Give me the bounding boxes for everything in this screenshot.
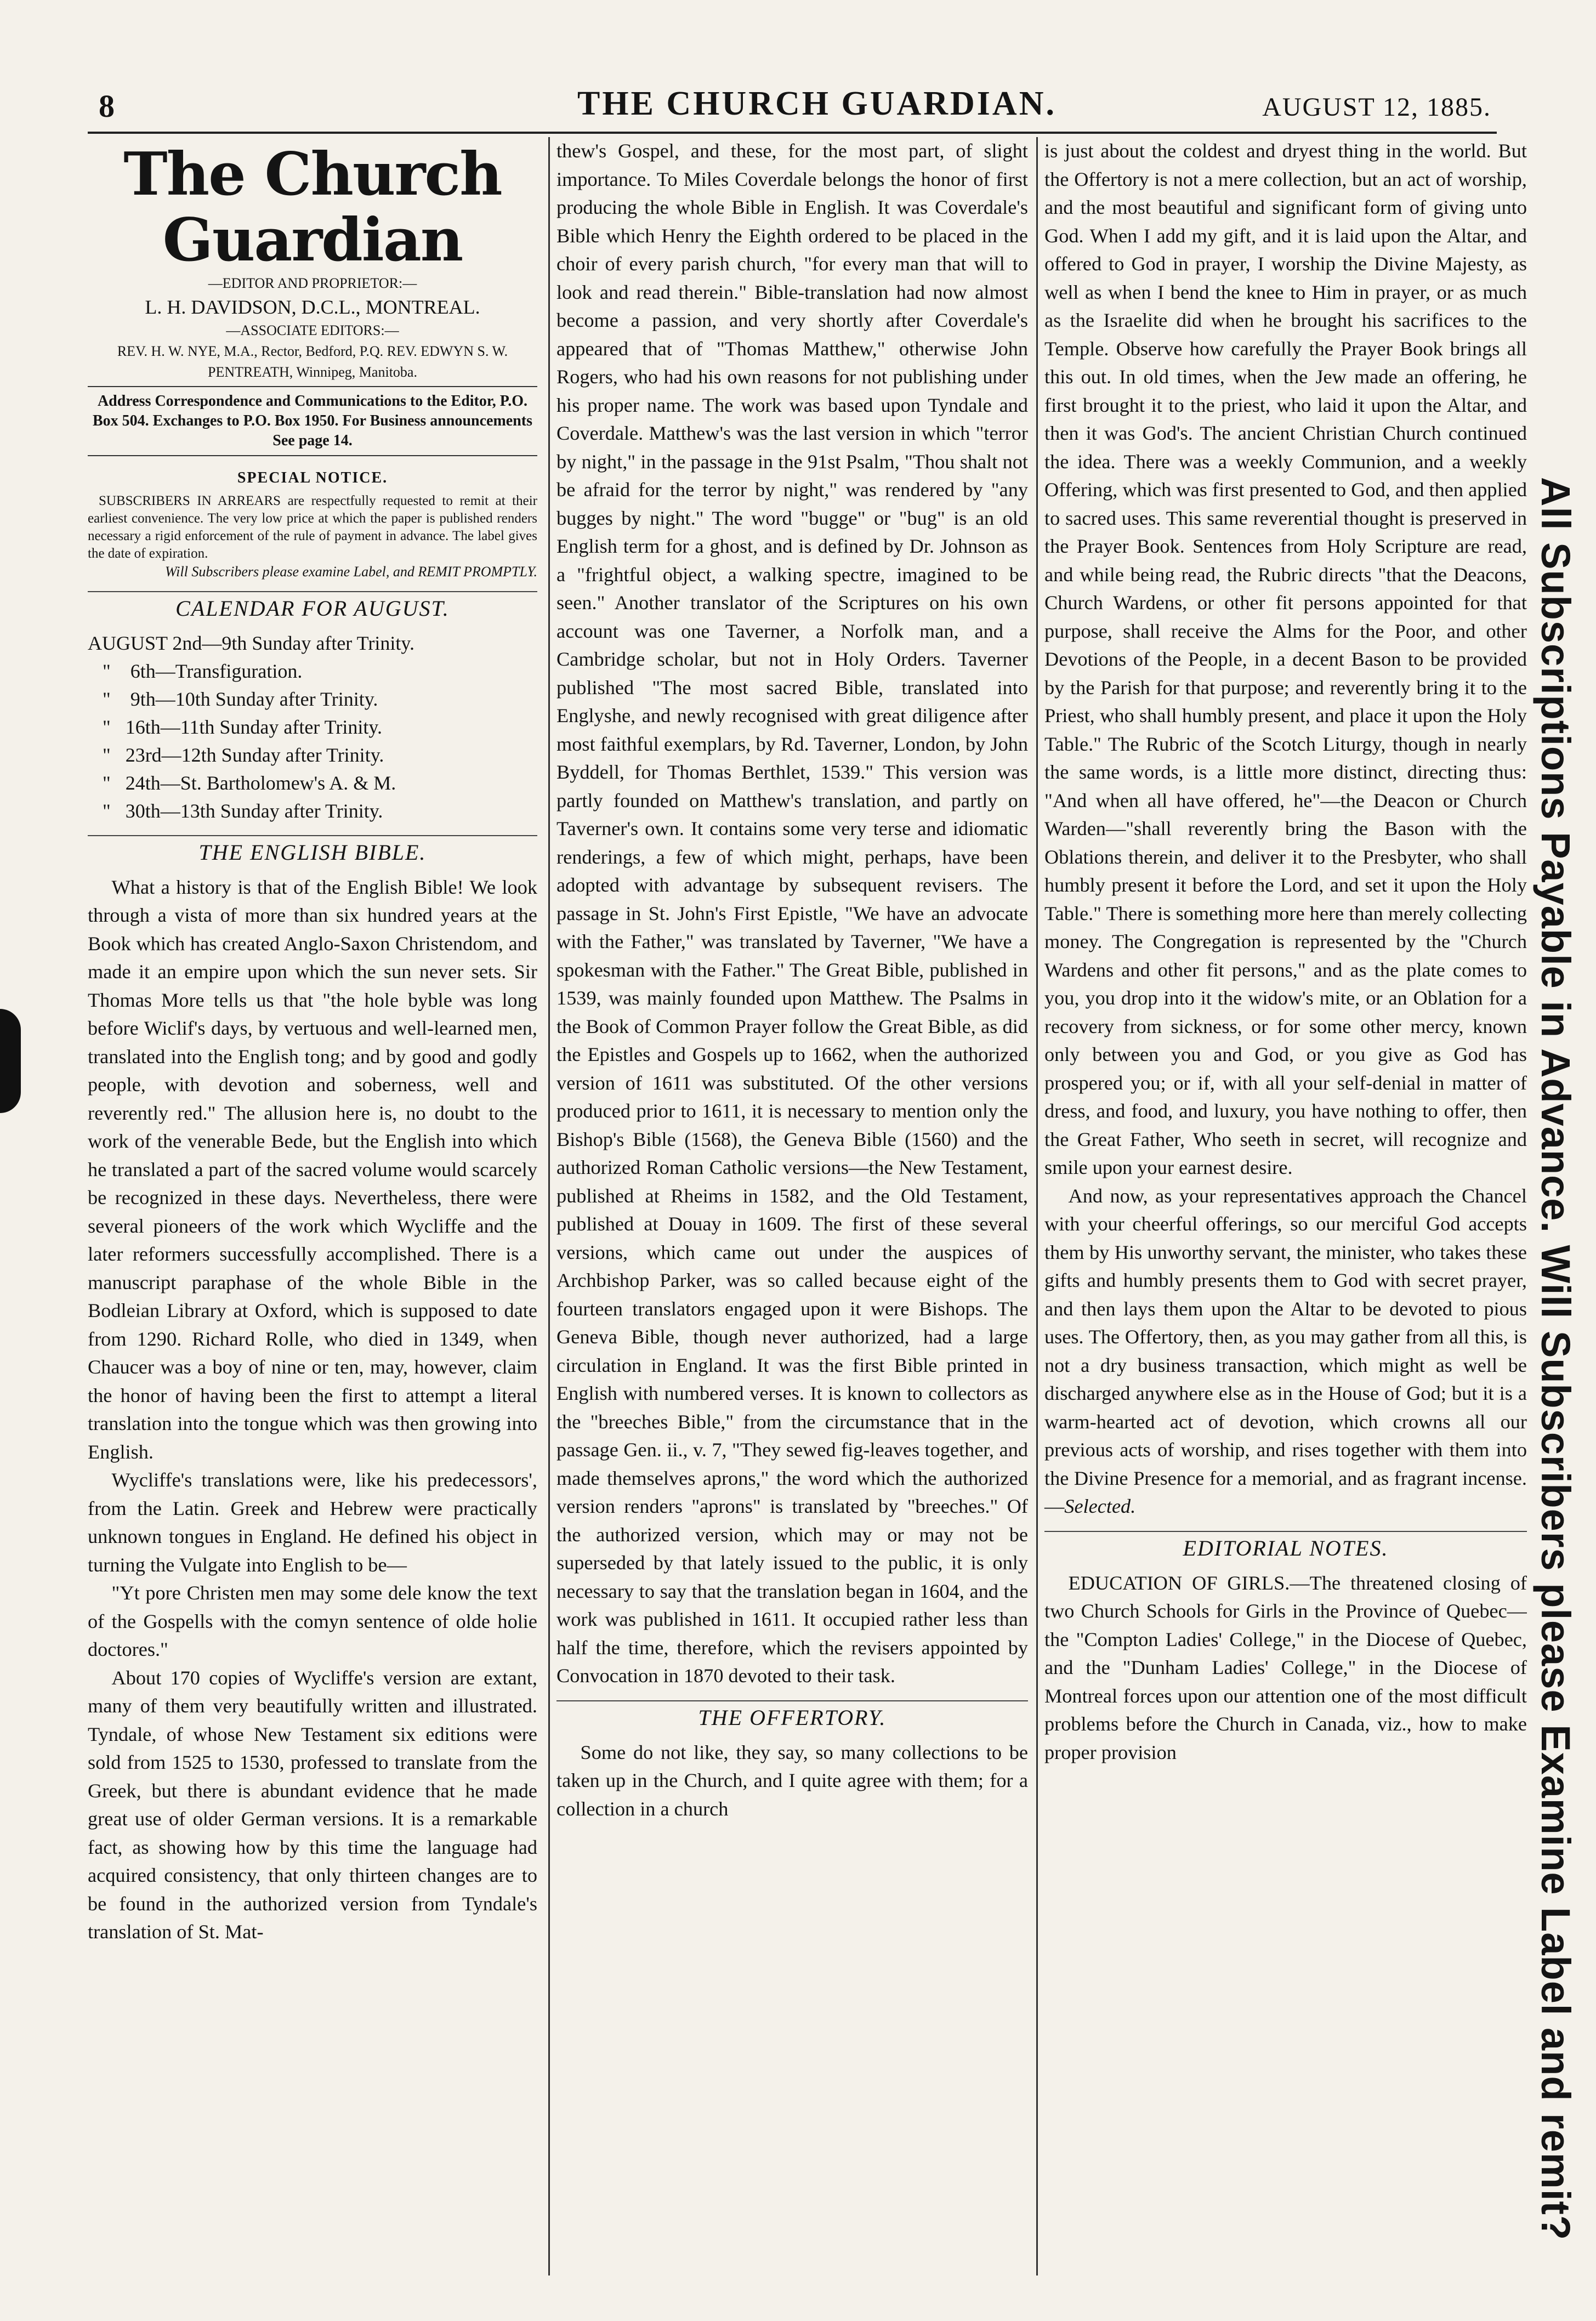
- article-paragraph: thew's Gospel, and these, for the most part, of slight importance. To Miles Coverdale belongs the honor of first producing the whole Bible in English. It was Coverdale's Bible which Henry the Eighth ordered to be placed in the choir of every parish church, "for every man that will to look and read therein." Bible-translation had now almost become a passion, and very shortly after Coverdale's appeared that of "Thomas Matthew," otherwise John Rogers, who had his own reasons for not publishing under his proper name. The work was based upon Tyndale and Coverdale. Matthew's was the last version in which "terror by night," in the passage in the 91st Psalm, "Thou shalt not be afraid for the terror by night," was rendered by "any bugges by night." The word "bugge" or "bug" is an old English term for a ghost, and is defined by Dr. Johnson as a "frightful object, a walking spectre, imagined to be seen." Another translator of the Scriptures on his own account was one Taverner, a Norfolk man, and a Cambridge scholar, but not in Holy Orders. Taverner published "The most sacred Bible, translated into Englyshe, and newly recognised with great diligence after most faithful exemplars, by Rd. Taverner, London, by John Byddell, for Thomas Berthlet, 1539." This version was partly founded on Matthew's translation, and partly on Taverner's own. It contains some very terse and idiomatic renderings, a few of which might, perhaps, have been adopted with advantage by subsequent revisers. The passage in St. John's First Epistle, "We have an advocate with the Father," was translated by Taverner, "We have a spokesman with the Father." The Great Bible, published in 1539, was mainly founded upon Matthew. The Psalms in the Book of Common Prayer follow the Great Bible, as did the Epistles and Gospels up to 1662, when the authorized version of 1611 was substituted. Of the other versions produced prior to 1611, it is necessary to mention only the Bishop's Bible (1568), the Geneva Bible (1560) and the authorized Roman Catholic versions—the New Testament, published at Rheims in 1582, and the Old Testament, published at Douay in 1609. The first of these several versions, which came out under the auspices of Archbishop Parker, was so called because eight of the fourteen translators engaged upon it were Bishops. The Geneva Bible, though never authorized, had a large circulation in England. It was the first Bible printed in English with numbered verses. It is known to collectors as the "breeches Bible," from the circumstance that in the passage Gen. ii., v. 7, "They sewed fig-leaves together, and made themselves aprons," the word which the authorized version renders "aprons" is translated by "breeches." Of the authorized version, which may or may not be superseded by that lately issued to the public, it is only necessary to say that the translation began in 1604, and the work was published in 1611. It occupied rather less than half the time, therefore, which the revisers appointed by Convocation in 1870 devoted to their task.: [556, 140, 1028, 1687]
- article-paragraph: EDUCATION OF GIRLS.—The threatened closing of two Church Schools for Girls in the Province of Quebec—the "Compton Ladies' College," in the Diocese of Quebec, and the "Dunham Ladies' College," in the Diocese of Montreal forces upon our attention one of the most difficult problems before the Church in Canada, viz., how to make proper provision: [1044, 1571, 1527, 1763]
- calendar-heading: CALENDAR FOR AUGUST.: [88, 591, 537, 625]
- article-paragraph: [1044, 1182, 1527, 1521]
- article-paragraph: What a history is that of the English Bible! We look through a vista of more than six hundred years at the Book which has created Anglo-Saxon Christendom, and made it an empire upon which the sun never sets. Sir Thomas More tells us that "the hole byble was long before Wiclif's days, by vertuous and well-learned men, translated into the English tong; and by good and godly people, with devotion and soberness, well and reverently red." The allusion here is, no doubt to the work of the venerable Bede, but the English into which he translated a part of the sacred volume would scarcely be recognized in these days. Nevertheless, there were several pioneers of the work which Wycliffe and the later reformers successfully accomplished. There is a manuscript paraphase of the whole Bible in the Bodleian Library at Oxford, which is supposed to date from 1290. Richard Rolle, who died in 1349, when Chaucer was a boy of nine or ten, may, however, claim the honor of having been the first to attempt a literal translation into the tongue which was then growing into English.: [88, 876, 537, 1463]
- editor-label: —EDITOR AND PROPRIETOR:—: [208, 275, 417, 291]
- calendar-entry: " 9th—10th Sunday after Trinity.: [88, 688, 378, 710]
- masthead: [88, 82, 1497, 134]
- calendar-entry: " 6th—Transfiguration.: [88, 660, 303, 682]
- nameplate-title: The Church Guardian: [123, 140, 502, 275]
- calendar-entry: " 16th—11th Sunday after Trinity.: [88, 716, 383, 738]
- page-number: 8: [99, 88, 115, 124]
- calendar-entry: AUGUST 2nd—9th Sunday after Trinity.: [88, 632, 415, 654]
- special-notice-tail: Will Subscribers please examine Label, and REMIT PROMPTLY.: [164, 563, 537, 580]
- calendar-entry: " 24th—St. Bartholomew's A. & M.: [88, 771, 396, 794]
- english-bible-heading: THE ENGLISH BIBLE.: [88, 835, 537, 869]
- calendar-entry: " 30th—13th Sunday after Trinity.: [88, 799, 383, 822]
- column-1: [88, 137, 537, 2275]
- editorial-notes-heading: EDITORIAL NOTES.: [1044, 1531, 1527, 1565]
- margin-marker: [0, 1009, 21, 1113]
- column-2: [548, 137, 1028, 2275]
- associate-label: —ASSOCIATE EDITORS:—: [226, 322, 399, 338]
- address-notice: Address Correspondence and Communications to the Editor, P.O. Box 504. Exchanges to P.O. Box 1950. For Business announcements See page 14.: [88, 386, 537, 456]
- article-text: And now, as your representatives approach the Chancel with your cheerful offerings, so our merciful God accepts them by His unworthy servant, the minister, who takes these gifts and humbly presents them to God with secret prayer, and then lays them upon the Altar to be devoted to pious uses. The Offertory, then, as you may gather from all this, is not a dry business transaction, which might as well be discharged anywhere else as in the House of God; but it is a warm-hearted act of devotion, which crowns all our previous acts of worship, and rises together with them into the Divine Presence for a memorial, and as fragrant incense.—: [1044, 1184, 1527, 1517]
- sidebar-text: All Subscriptions Payable in Advance. Will Subscribers please Examine Label and remit?: [1533, 477, 1578, 2241]
- article-paragraph: About 170 copies of Wycliffe's version are extant, many of them very beautifully written and illustrated. Tyndale, of whose New Testament six editions were sold from 1525 to 1530, professed to translate from the Greek, but there is abundant evidence that he made great use of older German versions. It is a remarkable fact, as showing how by this time the language had acquired consistency, that only thirteen changes are to be found in the authorized version from Tyndale's translation of St. Mat-: [88, 1666, 537, 1943]
- offertory-heading: THE OFFERTORY.: [556, 1700, 1028, 1734]
- calendar-entry: " 23rd—12th Sunday after Trinity.: [88, 744, 384, 766]
- subscription-sidebar: [1524, 477, 1584, 2241]
- associate-editors: REV. H. W. NYE, M.A., Rector, Bedford, P.Q. REV. EDWYN S. W. PENTREATH, Winnipeg, Manitoba.: [117, 343, 508, 380]
- running-title: THE CHURCH GUARDIAN.: [577, 85, 1057, 122]
- editor-name: L. H. DAVIDSON, D.C.L., MONTREAL.: [145, 296, 480, 318]
- special-notice-body: SUBSCRIBERS IN ARREARS are respectfully requested to remit at their earliest convenience. The very low price at which the paper is published renders necessary a rigid enforcement of the rule of payment in advance. The label gives the date of expiration.: [88, 493, 537, 561]
- attribution: Selected.: [1064, 1495, 1136, 1517]
- special-notice-heading: SPECIAL NOTICE.: [237, 469, 388, 486]
- article-paragraph: is just about the coldest and dryest thing in the world. But the Offertory is not a mere collection, but an act of worship, and the most beautiful and significant form of giving unto God. When I add my gift, and it is laid upon the Altar, and offered to God in prayer, I worship the Divine Majesty, as well as when I bend the knee to Him in prayer, or as much as the Israelite did when he brought his sacrifices to the Temple. Observe how carefully the Prayer Book brings all this out. In old times, when the Jew made an offering, he first brought it to the priest, who laid it upon the Altar, and then it was God's. The ancient Christian Church continued the idea. There was a weekly Communion, and a weekly Offering, which was first presented to God, and then applied to sacred uses. This same reverential thought is preserved in the Prayer Book. Sentences from Holy Scripture are read, and while being read, the Rubric directs "that the Deacons, Church Wardens, or other fit persons appointed for that purpose, shall receive the Alms for the Poor, and other Devotions of the People, in a decent Bason to be provided by the Parish for that purpose; and reverently bring it to the Priest, who shall humbly present, and place it upon the Holy Table." The Rubric of the Scotch Liturgy, though in nearly the same words, is a little more distinct, directing thus: "And when all have offered, he"—the Deacon or Church Warden—"shall reverently bring the Bason with the Oblations therein, and deliver it to the Presbyter, who shall humbly present it before the Lord, and set it upon the Holy Table." There is something more here than merely collecting money. The Congregation is represented by the "Church Wardens and other fit persons," and as the plate comes to you, you drop into it the widow's mite, or an Oblation for a recovery from sickness, or for some other mercy, known only between you and God, or you give as God has prospered you; or if, with all your self-denial in matter of dress, and food, and luxury, you have nothing to offer, then the Great Father, Who seeth in secret, will recognize and smile upon your earnest desire.: [1044, 140, 1527, 1178]
- column-3: [1036, 137, 1527, 2275]
- article-paragraph: Some do not like, they say, so many collections to be taken up in the Church, and I quite agree with them; for a collection in a church: [556, 1741, 1028, 1820]
- issue-date: AUGUST 12, 1885.: [1262, 93, 1491, 122]
- article-quote: "Yt pore Christen men may some dele know the text of the Gospells with the comyn sentence of olde holie doctores.": [88, 1582, 537, 1660]
- article-paragraph: Wycliffe's translations were, like his predecessors', from the Latin. Greek and Hebrew were practically unknown tongues in England. He defined his object in turning the Vulgate into English to be—: [88, 1469, 537, 1576]
